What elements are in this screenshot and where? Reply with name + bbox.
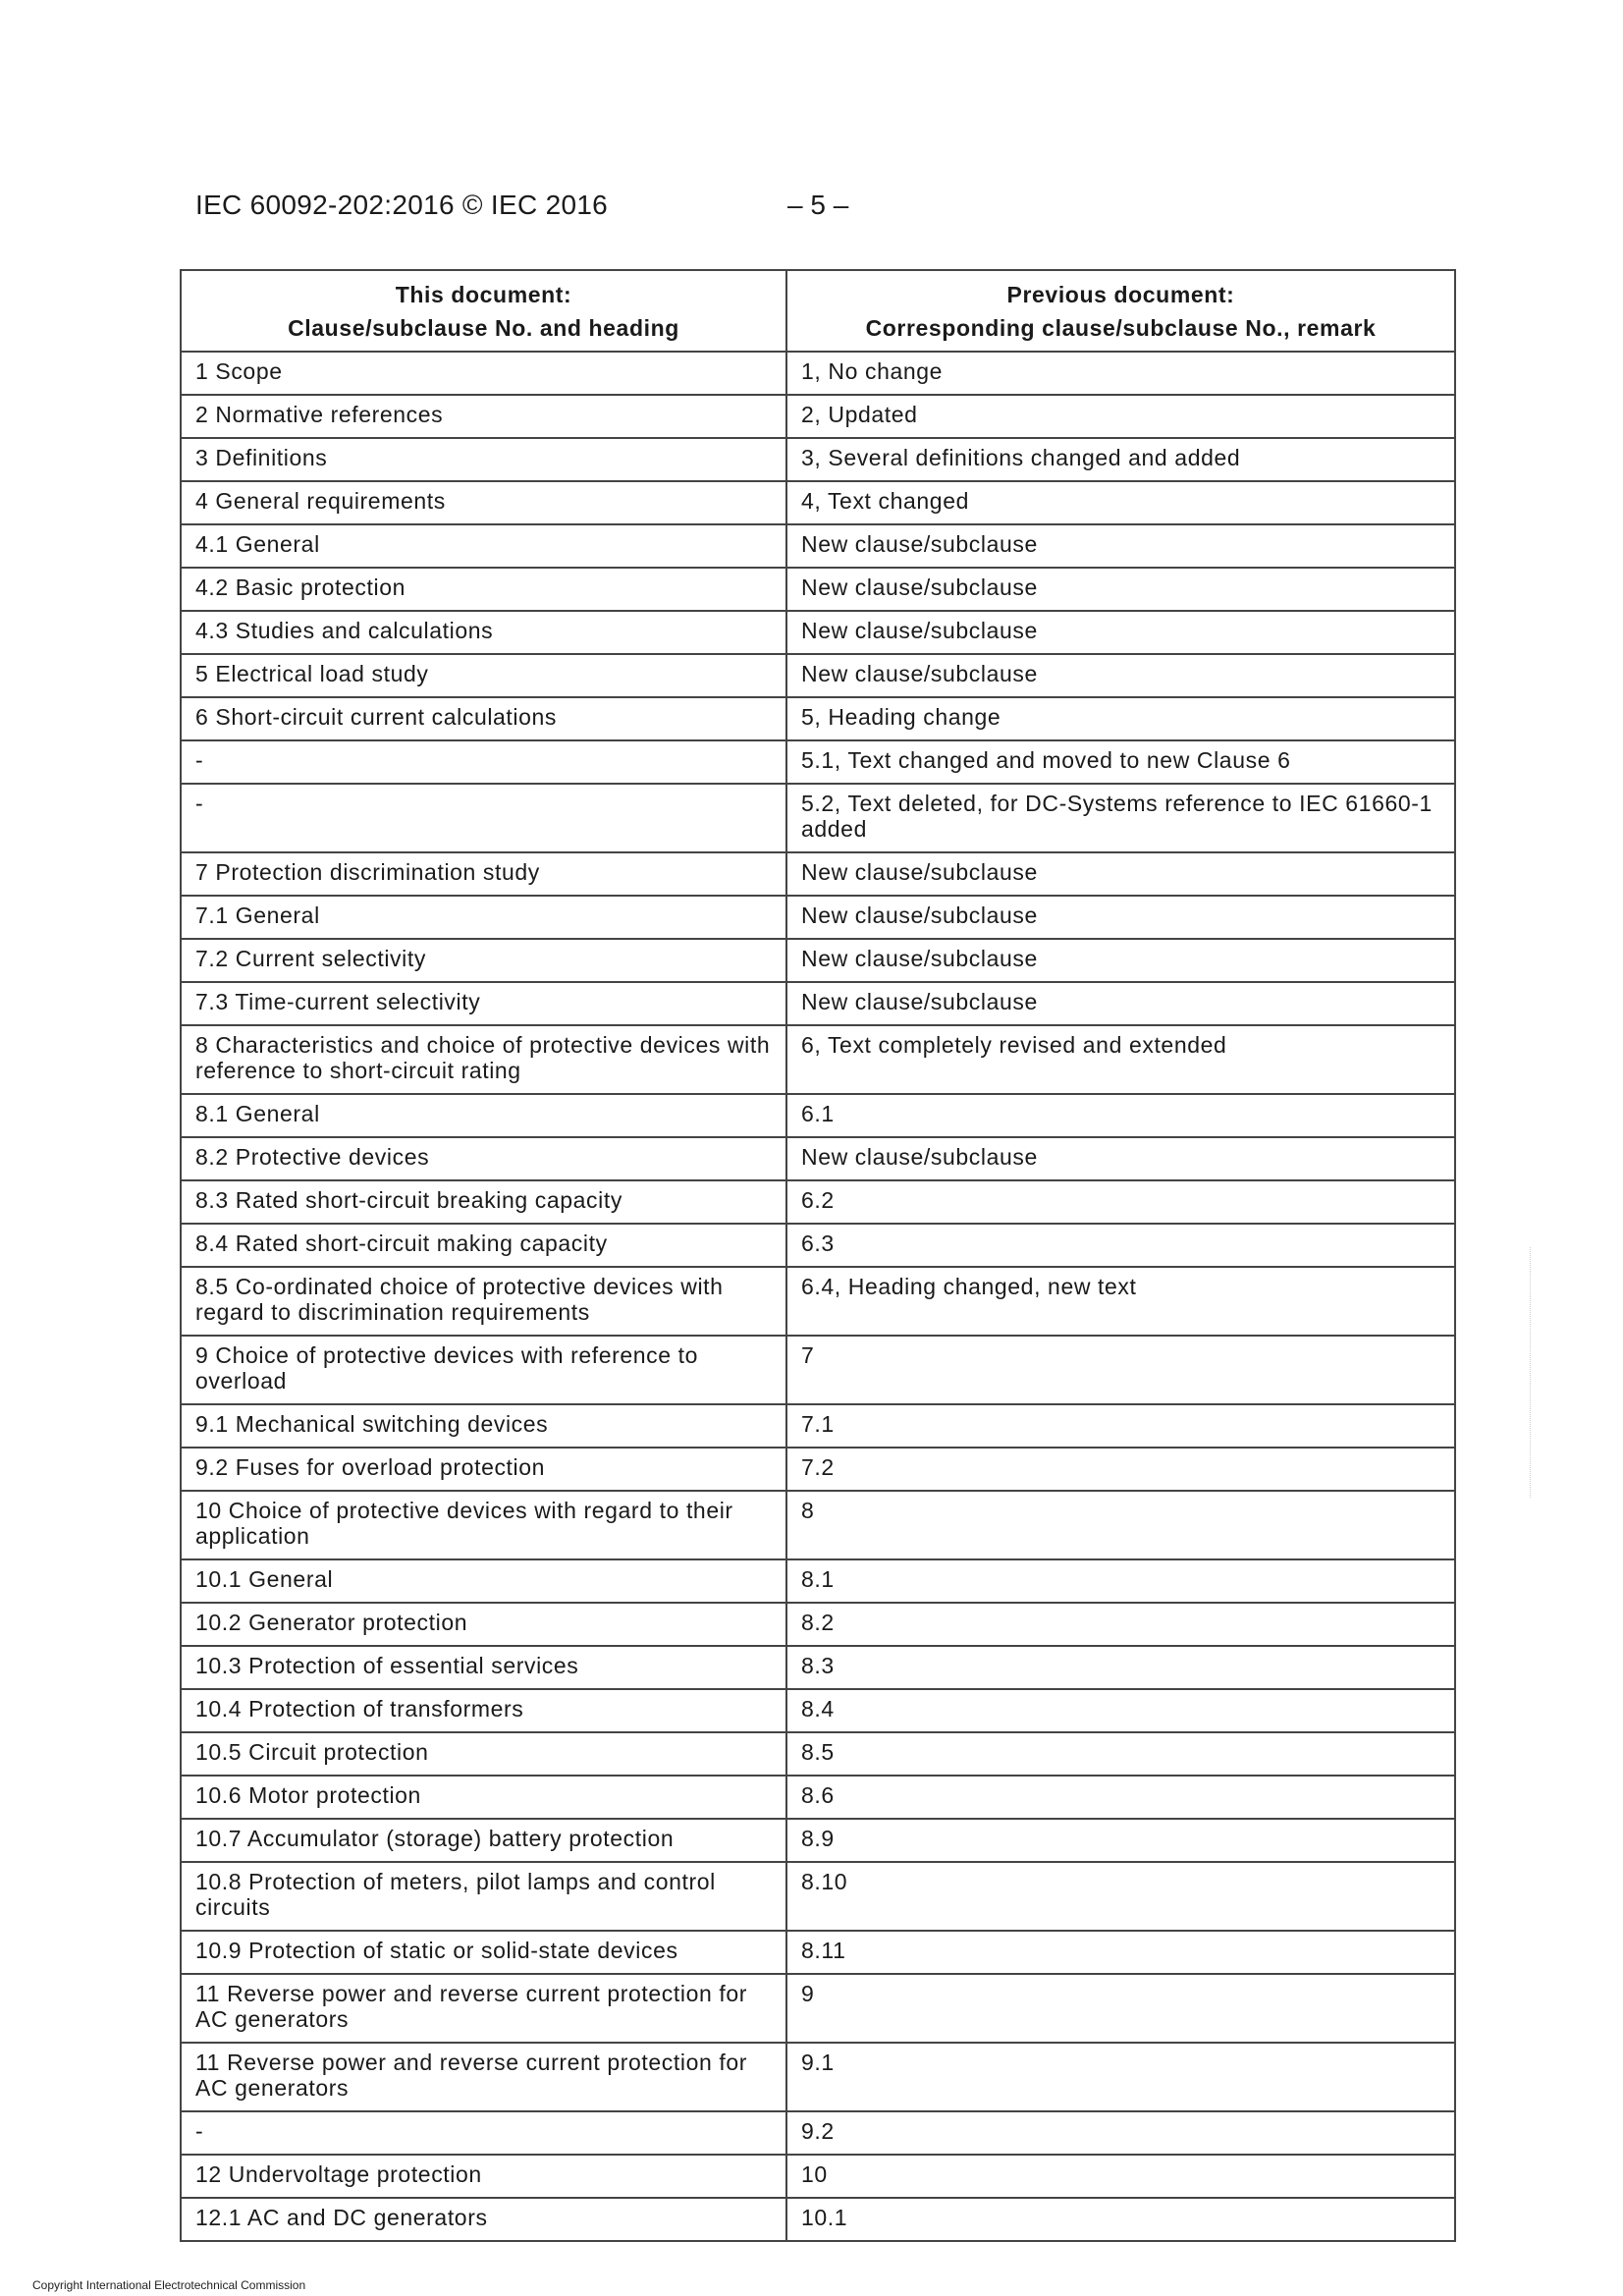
cell-this-document-clause: 12 Undervoltage protection xyxy=(181,2155,786,2198)
cell-previous-document-remark: 8.2 xyxy=(786,1603,1455,1646)
table-row xyxy=(181,654,1455,697)
cell-this-document-clause: 10.2 Generator protection xyxy=(181,1603,786,1646)
cell-previous-document-remark: 9.2 xyxy=(786,2111,1455,2155)
cell-this-document-clause: 8.2 Protective devices xyxy=(181,1137,786,1180)
cell-previous-document-remark: 8.4 xyxy=(786,1689,1455,1732)
column-header-line: Clause/subclause No. and heading xyxy=(288,315,679,341)
cell-this-document-clause: 8.3 Rated short-circuit breaking capacity xyxy=(181,1180,786,1224)
table-row xyxy=(181,1689,1455,1732)
table-row xyxy=(181,1732,1455,1776)
cell-this-document-clause: 4.3 Studies and calculations xyxy=(181,611,786,654)
cell-this-document-clause: 12.1 AC and DC generators xyxy=(181,2198,786,2241)
table-row xyxy=(181,438,1455,481)
cell-this-document-clause: 9.1 Mechanical switching devices xyxy=(181,1404,786,1448)
table-row xyxy=(181,1137,1455,1180)
cell-previous-document-remark: 2, Updated xyxy=(786,395,1455,438)
cell-previous-document-remark: 8.11 xyxy=(786,1931,1455,1974)
footer-copyright: Copyright International Electrotechnical Commission xyxy=(32,2278,306,2292)
cell-this-document-clause: 8 Characteristics and choice of protective devices with reference to short-circuit rating xyxy=(181,1025,786,1094)
cell-this-document-clause: 10 Choice of protective devices with regard to their application xyxy=(181,1491,786,1559)
cell-previous-document-remark: 5.2, Text deleted, for DC-Systems reference to IEC 61660-1 added xyxy=(786,784,1455,852)
cell-this-document-clause: 8.5 Co-ordinated choice of protective devices with regard to discrimination requirements xyxy=(181,1267,786,1336)
table-row xyxy=(181,982,1455,1025)
correlation-table-container xyxy=(180,269,1454,2242)
cell-this-document-clause: 11 Reverse power and reverse current protection for AC generators xyxy=(181,2043,786,2111)
table-row xyxy=(181,524,1455,568)
table-row xyxy=(181,1224,1455,1267)
table-row xyxy=(181,784,1455,852)
cell-previous-document-remark: 5.1, Text changed and moved to new Clause 6 xyxy=(786,740,1455,784)
cell-previous-document-remark: 8.6 xyxy=(786,1776,1455,1819)
column-header-line: This document: xyxy=(395,282,572,307)
cell-this-document-clause: 7 Protection discrimination study xyxy=(181,852,786,896)
table-header-row xyxy=(181,270,1455,352)
table-row xyxy=(181,2155,1455,2198)
table-row xyxy=(181,1448,1455,1491)
cell-previous-document-remark: 10 xyxy=(786,2155,1455,2198)
cell-this-document-clause: 8.4 Rated short-circuit making capacity xyxy=(181,1224,786,1267)
cell-previous-document-remark: New clause/subclause xyxy=(786,654,1455,697)
cell-previous-document-remark: New clause/subclause xyxy=(786,1137,1455,1180)
cell-this-document-clause: - xyxy=(181,740,786,784)
table-row xyxy=(181,1404,1455,1448)
cell-this-document-clause: - xyxy=(181,2111,786,2155)
cell-this-document-clause: 10.4 Protection of transformers xyxy=(181,1689,786,1732)
cell-previous-document-remark: 10.1 xyxy=(786,2198,1455,2241)
table-row xyxy=(181,1094,1455,1137)
table-row xyxy=(181,611,1455,654)
table-row xyxy=(181,1819,1455,1862)
cell-this-document-clause: 10.8 Protection of meters, pilot lamps and control circuits xyxy=(181,1862,786,1931)
column-header-previous-document xyxy=(786,270,1455,352)
table-row xyxy=(181,1025,1455,1094)
cell-previous-document-remark: 4, Text changed xyxy=(786,481,1455,524)
cell-previous-document-remark: 8.1 xyxy=(786,1559,1455,1603)
cell-this-document-clause: 10.6 Motor protection xyxy=(181,1776,786,1819)
cell-this-document-clause: - xyxy=(181,784,786,852)
table-row xyxy=(181,1974,1455,2043)
table-body xyxy=(181,352,1455,2241)
cell-previous-document-remark: 6.1 xyxy=(786,1094,1455,1137)
cell-this-document-clause: 10.9 Protection of static or solid-state devices xyxy=(181,1931,786,1974)
cell-previous-document-remark: 7.1 xyxy=(786,1404,1455,1448)
cell-this-document-clause: 4 General requirements xyxy=(181,481,786,524)
cell-this-document-clause: 7.1 General xyxy=(181,896,786,939)
cell-previous-document-remark: 1, No change xyxy=(786,352,1455,395)
cell-this-document-clause: 10.3 Protection of essential services xyxy=(181,1646,786,1689)
table-row xyxy=(181,481,1455,524)
column-header-this-document xyxy=(181,270,786,352)
table-row xyxy=(181,2111,1455,2155)
column-header-line: Corresponding clause/subclause No., remark xyxy=(865,315,1377,341)
cell-this-document-clause: 5 Electrical load study xyxy=(181,654,786,697)
table-row xyxy=(181,2198,1455,2241)
table-row xyxy=(181,1336,1455,1404)
cell-this-document-clause: 3 Definitions xyxy=(181,438,786,481)
cell-previous-document-remark: 6.2 xyxy=(786,1180,1455,1224)
table-row xyxy=(181,1776,1455,1819)
correlation-table xyxy=(180,269,1456,2242)
cell-previous-document-remark: New clause/subclause xyxy=(786,611,1455,654)
cell-previous-document-remark: 6.3 xyxy=(786,1224,1455,1267)
table-row xyxy=(181,1931,1455,1974)
table-row xyxy=(181,1559,1455,1603)
cell-this-document-clause: 10.1 General xyxy=(181,1559,786,1603)
cell-this-document-clause: 10.5 Circuit protection xyxy=(181,1732,786,1776)
cell-previous-document-remark: 7 xyxy=(786,1336,1455,1404)
cell-previous-document-remark: 3, Several definitions changed and added xyxy=(786,438,1455,481)
table-row xyxy=(181,1646,1455,1689)
cell-this-document-clause: 2 Normative references xyxy=(181,395,786,438)
table-row xyxy=(181,740,1455,784)
cell-previous-document-remark: 8.3 xyxy=(786,1646,1455,1689)
cell-previous-document-remark: New clause/subclause xyxy=(786,852,1455,896)
cell-previous-document-remark: New clause/subclause xyxy=(786,896,1455,939)
cell-previous-document-remark: 8.5 xyxy=(786,1732,1455,1776)
table-row xyxy=(181,568,1455,611)
cell-previous-document-remark: New clause/subclause xyxy=(786,524,1455,568)
cell-previous-document-remark: New clause/subclause xyxy=(786,568,1455,611)
table-row xyxy=(181,2043,1455,2111)
cell-previous-document-remark: 7.2 xyxy=(786,1448,1455,1491)
table-row xyxy=(181,1603,1455,1646)
cell-previous-document-remark: New clause/subclause xyxy=(786,982,1455,1025)
table-row xyxy=(181,852,1455,896)
table-row xyxy=(181,939,1455,982)
cell-previous-document-remark: 9.1 xyxy=(786,2043,1455,2111)
cell-this-document-clause: 9.2 Fuses for overload protection xyxy=(181,1448,786,1491)
cell-this-document-clause: 8.1 General xyxy=(181,1094,786,1137)
cell-this-document-clause: 11 Reverse power and reverse current protection for AC generators xyxy=(181,1974,786,2043)
column-header-line: Previous document: xyxy=(1006,282,1235,307)
table-row xyxy=(181,1491,1455,1559)
table-row xyxy=(181,1862,1455,1931)
cell-previous-document-remark: 9 xyxy=(786,1974,1455,2043)
cell-previous-document-remark: 8 xyxy=(786,1491,1455,1559)
page-number: – 5 – xyxy=(787,190,849,220)
cell-this-document-clause: 6 Short-circuit current calculations xyxy=(181,697,786,740)
margin-watermark-marks xyxy=(1530,1247,1535,1498)
document-header-title: IEC 60092-202:2016 © IEC 2016 xyxy=(195,190,609,220)
cell-this-document-clause: 4.1 General xyxy=(181,524,786,568)
table-row xyxy=(181,1180,1455,1224)
cell-previous-document-remark: 6, Text completely revised and extended xyxy=(786,1025,1455,1094)
cell-previous-document-remark: New clause/subclause xyxy=(786,939,1455,982)
cell-previous-document-remark: 8.10 xyxy=(786,1862,1455,1931)
cell-this-document-clause: 4.2 Basic protection xyxy=(181,568,786,611)
cell-previous-document-remark: 8.9 xyxy=(786,1819,1455,1862)
cell-this-document-clause: 7.2 Current selectivity xyxy=(181,939,786,982)
cell-previous-document-remark: 6.4, Heading changed, new text xyxy=(786,1267,1455,1336)
table-row xyxy=(181,395,1455,438)
table-row xyxy=(181,697,1455,740)
table-row xyxy=(181,352,1455,395)
table-row xyxy=(181,1267,1455,1336)
cell-this-document-clause: 10.7 Accumulator (storage) battery protection xyxy=(181,1819,786,1862)
cell-this-document-clause: 9 Choice of protective devices with reference to overload xyxy=(181,1336,786,1404)
cell-this-document-clause: 7.3 Time-current selectivity xyxy=(181,982,786,1025)
table-row xyxy=(181,896,1455,939)
cell-this-document-clause: 1 Scope xyxy=(181,352,786,395)
cell-previous-document-remark: 5, Heading change xyxy=(786,697,1455,740)
